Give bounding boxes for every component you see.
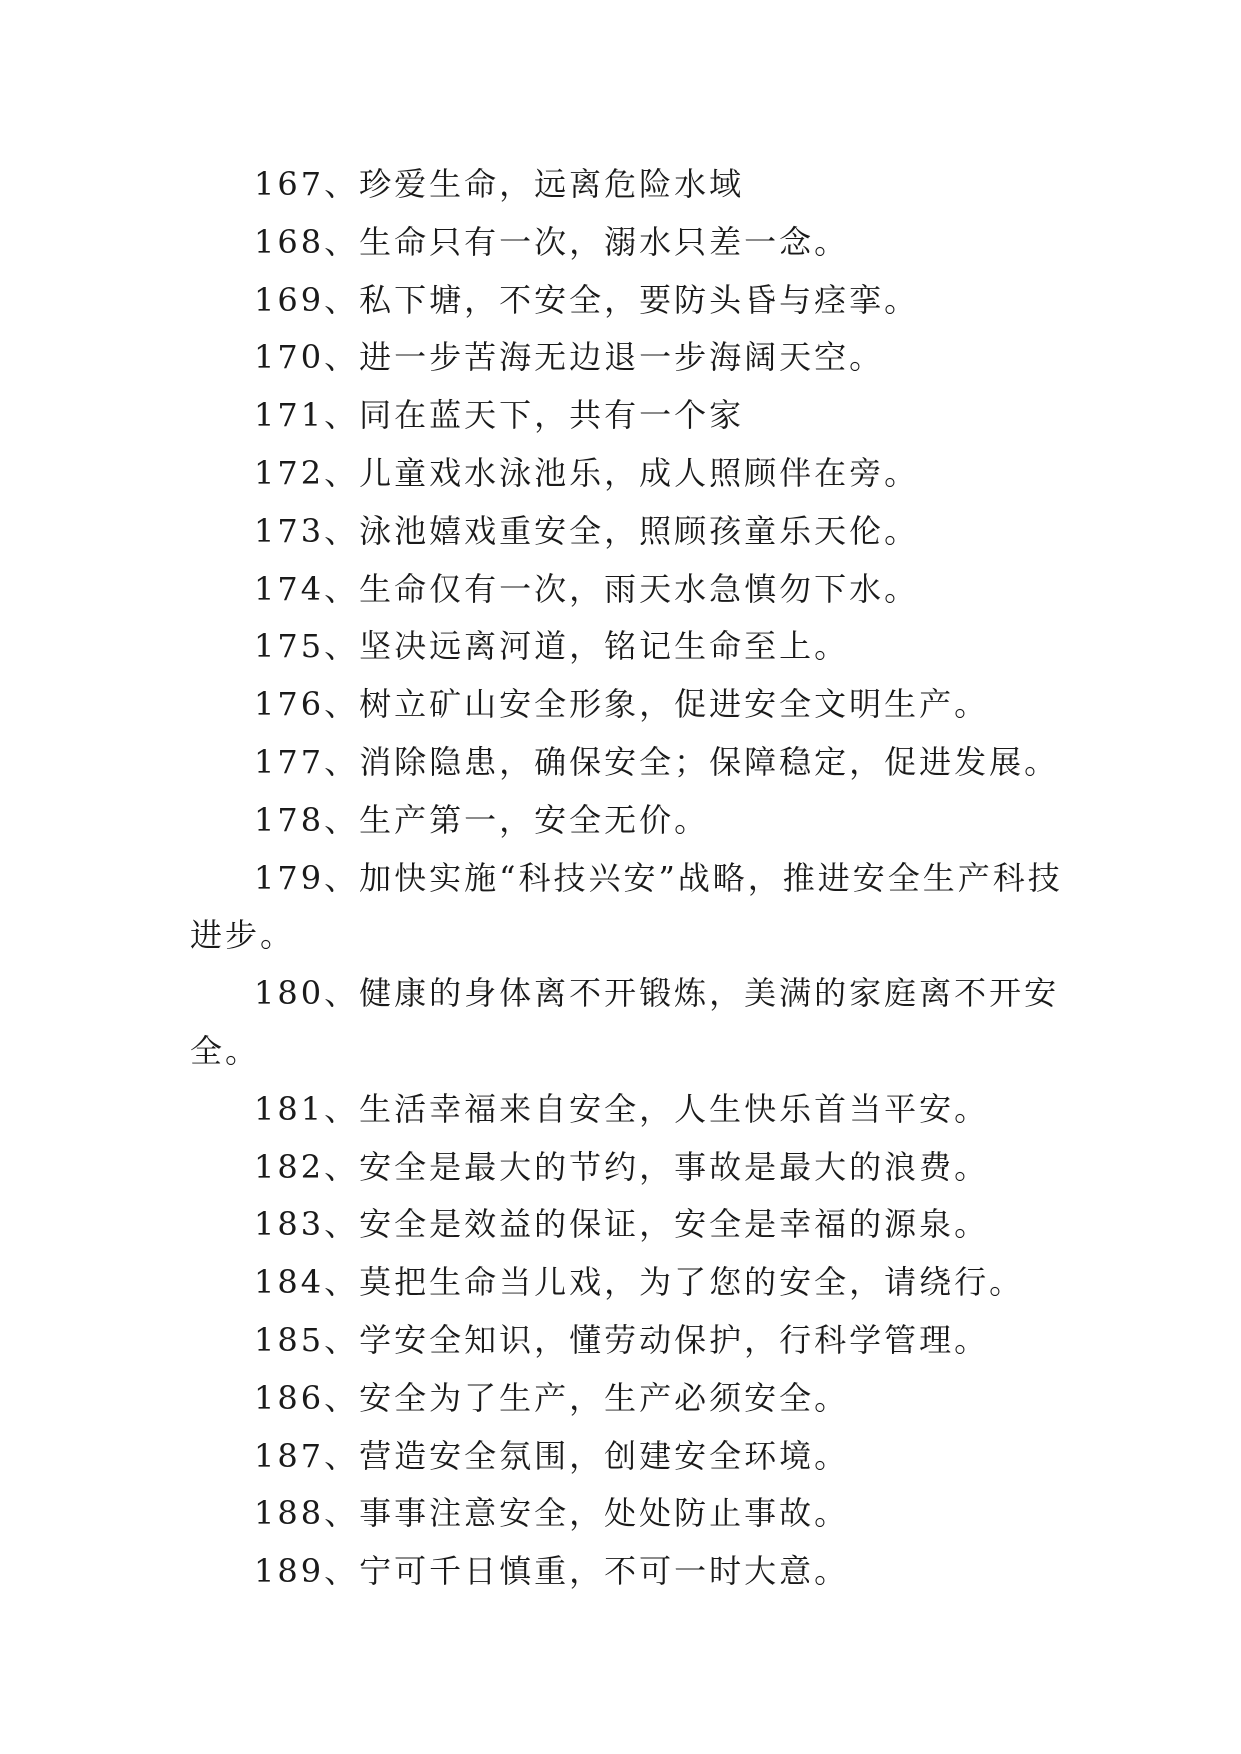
- list-item: 174、生命仅有一次，雨天水急慎勿下水。: [254, 569, 920, 608]
- list-item: 170、进一步苦海无边退一步海阔天空。: [254, 338, 885, 377]
- list-item: 172、儿童戏水泳池乐，成人照顾伴在旁。: [254, 453, 920, 492]
- list-item: 173、泳池嬉戏重安全，照顾孩童乐天伦。: [254, 511, 920, 550]
- list-item: 171、同在蓝天下，共有一个家: [254, 396, 745, 435]
- slogan-list: [190, 156, 1090, 1601]
- list-item: 189、宁可千日慎重，不可一时大意。: [254, 1552, 850, 1591]
- list-item: 167、珍爱生命，远离危险水域: [254, 165, 745, 203]
- list-item: 179、加快实施“科技兴安”战略，推进安全生产科技进步。: [190, 858, 1063, 955]
- list-item: 177、消除隐患，确保安全；保障稳定，促进发展。: [254, 742, 1060, 781]
- list-item: 176、树立矿山安全形象，促进安全文明生产。: [254, 685, 990, 724]
- list-item: 169、私下塘，不安全，要防头昏与痉挛。: [254, 280, 920, 319]
- list-item: 180、健康的身体离不开锻炼，美满的家庭离不开安全。: [190, 974, 1060, 1070]
- list-item: 186、安全为了生产，生产必须安全。: [254, 1378, 850, 1417]
- list-item: 178、生产第一，安全无价。: [254, 800, 710, 839]
- list-item: 188、事事注意安全，处处防止事故。: [254, 1494, 850, 1533]
- list-item: 187、营造安全氛围，创建安全环境。: [254, 1436, 850, 1475]
- list-item: 184、莫把生命当儿戏，为了您的安全，请绕行。: [254, 1263, 1025, 1302]
- list-item: 175、坚决远离河道，铭记生命至上。: [254, 627, 850, 666]
- list-item: 182、安全是最大的节约，事故是最大的浪费。: [254, 1147, 990, 1186]
- list-item: 183、安全是效益的保证，安全是幸福的源泉。: [254, 1205, 990, 1244]
- list-item: 185、学安全知识，懂劳动保护，行科学管理。: [254, 1320, 990, 1359]
- list-item: 168、生命只有一次，溺水只差一念。: [254, 222, 850, 261]
- list-item: 181、生活幸福来自安全，人生快乐首当平安。: [254, 1089, 990, 1128]
